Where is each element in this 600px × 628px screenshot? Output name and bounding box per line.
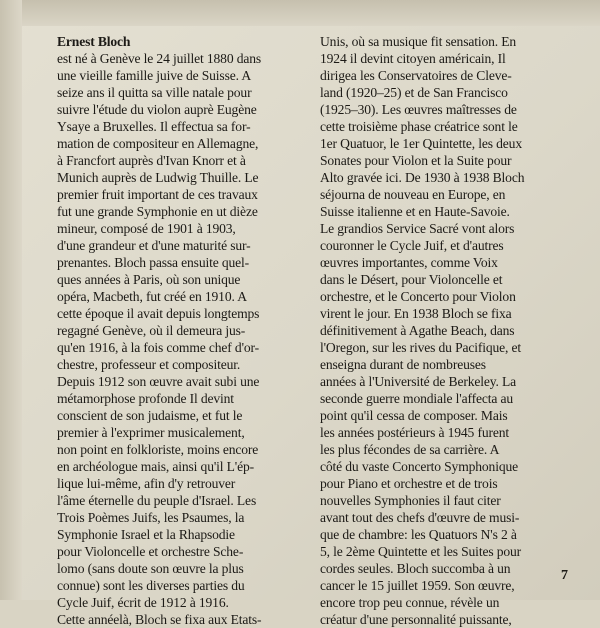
text-line: Cycle Juif, écrit de 1912 à 1916. [57, 595, 229, 610]
text-line: virent le jour. En 1938 Bloch se fixa [320, 306, 512, 321]
text-line: seize ans il quitta sa ville natale pour [57, 85, 252, 100]
text-line: 1924 il devint citoyen américain, Il [320, 51, 506, 66]
page-number: 7 [561, 568, 568, 583]
text-line: opéra, Macbeth, fut créé en 1910. A [57, 289, 247, 304]
text-line: est né à Genève le 24 juillet 1880 dans [57, 51, 262, 66]
text-line: non point en folkloriste, moins encore [57, 442, 259, 457]
text-line: connue) sont les diverses parties du [57, 578, 245, 593]
text-line: conscient de son judaisme, et fut le [57, 408, 243, 423]
text-line: Munich auprès de Ludwig Thuille. Le [57, 170, 259, 185]
text-line: 5, le 2ème Quintette et les Suites pour [320, 544, 522, 559]
text-line: métamorphose profonde Il devint [57, 391, 234, 406]
text-line: Sonates pour Violon et la Suite pour [320, 153, 512, 168]
text-line: Suisse italienne et en Haute-Savoie. [320, 204, 510, 219]
text-line: les plus fécondes de sa carrière. A [320, 442, 500, 457]
page-top-edge [0, 0, 600, 26]
text-line: cette époque il avait depuis longtemps [57, 306, 260, 321]
text-line: pour Piano et orchestre et de trois [320, 476, 498, 491]
text-line: premier fruit important de ces travaux [57, 187, 258, 202]
text-line: Alto gravée ici. De 1930 à 1938 Bloch [320, 170, 525, 185]
text-line: cette troisième phase créatrice sont le [320, 119, 518, 134]
text-line: Le grandios Service Sacré vont alors [320, 221, 515, 236]
text-line: enseigna durant de nombreuses [320, 357, 486, 372]
text-line: premier à l'exprimer musicalement, [57, 425, 245, 440]
text-line: à Francfort auprès d'Ivan Knorr et à [57, 153, 246, 168]
text-line: créatur d'une personnalité puissante, [320, 612, 512, 627]
text-line: mation de compositeur en Allemagne, [57, 136, 259, 151]
text-line: land (1920–25) et de San Francisco [320, 85, 508, 100]
text-line: pour Violoncelle et orchestre Sche- [57, 544, 244, 559]
text-line: l'âme éternelle du peuple d'Israel. Les [57, 493, 257, 508]
right-column [320, 33, 570, 628]
text-line: dirigea les Conservatoires de Cleve- [320, 68, 512, 83]
text-line: les années postérieurs à 1945 furent [320, 425, 510, 440]
text-line: que de chambre: les Quatuors N's 2 à [320, 527, 517, 542]
text-line: côté du vaste Concerto Symphonique [320, 459, 519, 474]
text-line: encore trop peu connue, révèle un [320, 595, 500, 610]
text-line: d'une grandeur et d'une maturité sur- [57, 238, 251, 253]
text-line: chestre, professeur et compositeur. [57, 357, 241, 372]
text-line: une vieille famille juive de Suisse. A [57, 68, 252, 83]
text-line: cordes seules. Bloch succomba à un [320, 561, 511, 576]
text-line: Trois Poèmes Juifs, les Psaumes, la [57, 510, 245, 525]
text-line: dans le Désert, pour Violoncelle et [320, 272, 503, 287]
text-line: point qu'il cessa de composer. Mais [320, 408, 508, 423]
left-column [57, 33, 335, 628]
text-line: fut une grande Symphonie en ut dièze [57, 204, 258, 219]
text-line: orchestre, et le Concerto pour Violon [320, 289, 516, 304]
text-line: lomo (sans doute son œuvre la plus [57, 561, 244, 576]
text-line: prenantes. Bloch passa ensuite quel- [57, 255, 250, 270]
text-line: ques années à Paris, où son unique [57, 272, 241, 287]
text-line: Unis, où sa musique fit sensation. En [320, 34, 517, 49]
text-line: qu'en 1916, à la fois comme chef d'or- [57, 340, 260, 355]
page-left-edge [0, 0, 22, 600]
text-line: œuvres importantes, comme Voix [320, 255, 498, 270]
text-line: 1er Quatuor, le 1er Quintette, les deux [320, 136, 522, 151]
text-line: couronner le Cycle Juif, et d'autres [320, 238, 504, 253]
text-line: Symphonie Israel et la Rhapsodie [57, 527, 235, 542]
text-line: années à l'Université de Berkeley. La [320, 374, 517, 389]
text-line: lique lui-même, afin d'y retrouver [57, 476, 236, 491]
text-line: Ysaye a Bruxelles. Il effectua sa for- [57, 119, 251, 134]
text-line: définitivement à Agathe Beach, dans [320, 323, 515, 338]
text-line: séjourna de nouveau en Europe, en [320, 187, 506, 202]
text-line: Cette annéelà, Bloch se fixa aux Etats- [57, 612, 262, 627]
text-line: en archéologue mais, ainsi qu'il L'ép- [57, 459, 254, 474]
text-line: suivre l'étude du violon auprè Eugène [57, 102, 257, 117]
text-line: l'Oregon, sur les rives du Pacifique, et [320, 340, 522, 355]
text-line: (1925–30). Les œuvres maîtresses de [320, 102, 517, 117]
text-line: avant tout des chefs d'œuvre de musi- [320, 510, 520, 525]
text-line: nouvelles Symphonies il faut citer [320, 493, 501, 508]
text-line: seconde guerre mondiale l'affecta au [320, 391, 514, 406]
text-line: cancer le 15 juillet 1959. Son œuvre, [320, 578, 515, 593]
text-line: mineur, composé de 1901 à 1903, [57, 221, 236, 236]
text-line: Depuis 1912 son œuvre avait subi une [57, 374, 260, 389]
text-line: regagné Genève, où il demeura jus- [57, 323, 246, 338]
heading: Ernest Bloch [57, 34, 131, 49]
